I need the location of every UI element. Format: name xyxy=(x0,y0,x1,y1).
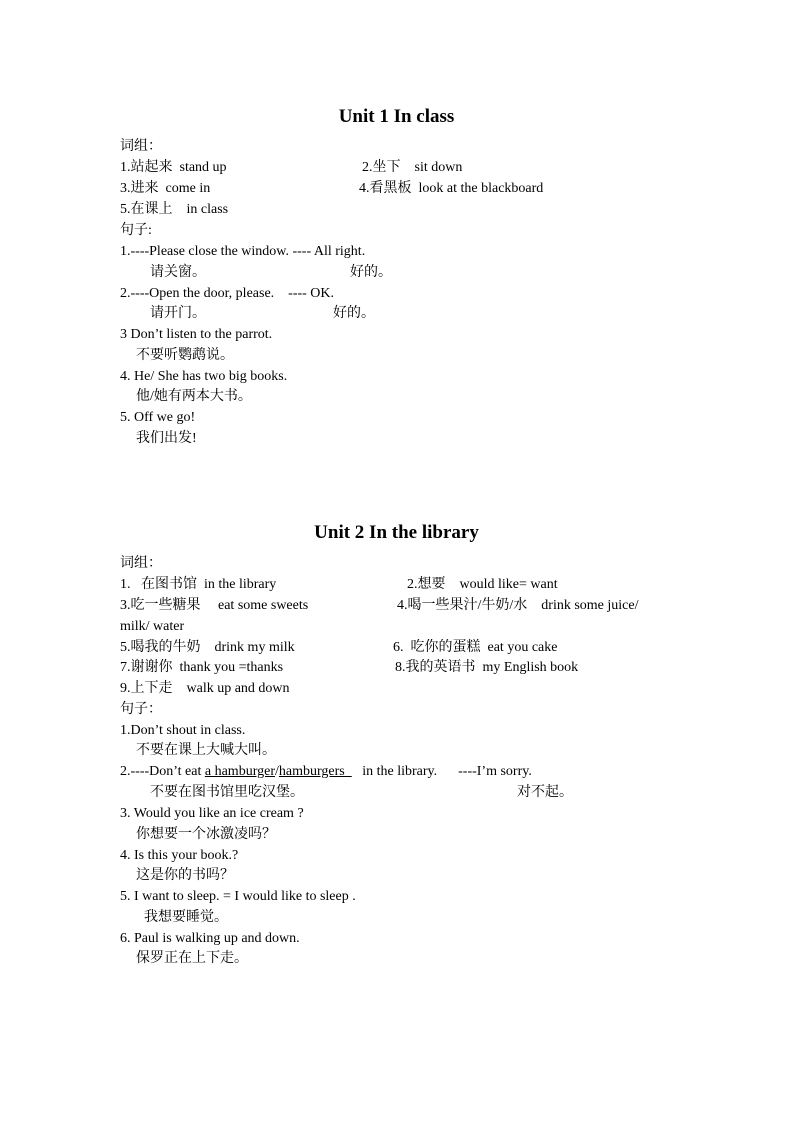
unit1-sentence-1-en: 1.----Please close the window. ---- All right. xyxy=(120,244,366,259)
unit1-phrases-heading: 词组： xyxy=(120,139,162,154)
unit1-sentence-5-zh: 我们出发! xyxy=(136,431,197,446)
unit2-sentence-1-en: 1.Don’t shout in class. xyxy=(120,723,246,738)
unit2-sentence-6-en: 6. Paul is walking up and down. xyxy=(120,931,300,946)
unit1-phrase-3: 3.进来 come in xyxy=(120,181,211,196)
unit2-phrases-heading: 词组： xyxy=(120,556,162,571)
unit2-sentences-heading: 句子： xyxy=(120,702,162,717)
unit1-sentence-3-en: 3 Don’t listen to the parrot. xyxy=(120,327,273,342)
unit1-title: Unit 1 In class xyxy=(338,106,455,127)
unit2-sentence-2-zh-a: 不要在图书馆里吃汉堡。 xyxy=(150,785,304,800)
unit2-sentence-4-en: 4. Is this your book.? xyxy=(120,848,239,863)
unit2-phrase-8: 8.我的英语书 my English book xyxy=(395,660,579,675)
unit1-sentence-1-zh-b: 好的。 xyxy=(350,265,392,280)
unit2-phrase-4: 4.喝一些果汁/牛奶/水 drink some juice/ xyxy=(397,598,639,613)
unit2-sentence-2-pre: 2.----Don’t eat xyxy=(120,764,205,779)
unit1-sentence-4-en: 4. He/ She has two big books. xyxy=(120,369,288,384)
unit2-sentence-2-underline-1: a hamburger xyxy=(204,764,275,779)
unit1-sentence-5-en: 5. Off we go! xyxy=(120,410,196,425)
unit2-phrase-9: 9.上下走 walk up and down xyxy=(120,681,290,696)
unit1-phrase-1: 1.站起来 stand up xyxy=(120,160,227,175)
unit1-sentence-1-zh-a: 请关窗。 xyxy=(150,265,206,280)
unit2-sentence-6-zh: 保罗正在上下走。 xyxy=(136,951,248,966)
unit1-sentence-4-zh: 他/她有两本大书。 xyxy=(136,389,252,404)
unit1-phrase-2: 2.坐下 sit down xyxy=(362,160,463,175)
unit2-phrase-3: 3.吃一些糖果 eat some sweets xyxy=(120,598,309,613)
unit1-sentence-2-zh-a: 请开门。 xyxy=(150,306,206,321)
unit2-phrase-4-continued: milk/ water xyxy=(120,619,185,634)
unit2-sentence-2-slash: / xyxy=(274,764,279,779)
unit2-phrase-5: 5.喝我的牛奶 drink my milk xyxy=(120,640,295,655)
unit2-sentence-3-zh: 你想要一个冰激凌吗？ xyxy=(136,827,276,842)
unit2-sentence-2-zh-b: 对不起。 xyxy=(517,785,573,800)
unit2-phrase-7: 7.谢谢你 thank you =thanks xyxy=(120,660,284,675)
unit2-title: Unit 2 In the library xyxy=(314,522,479,543)
unit2-sentence-5-zh: 我想要睡觉。 xyxy=(144,910,228,925)
unit2-phrase-6: 6. 吃你的蛋糕 eat you cake xyxy=(393,640,558,655)
unit2-sentence-5-en: 5. I want to sleep. = I would like to sleep . xyxy=(120,889,356,904)
unit2-sentence-1-zh: 不要在课上大喊大叫。 xyxy=(136,743,276,758)
unit2-sentence-4-zh: 这是你的书吗？ xyxy=(136,868,234,883)
unit2-phrase-1: 1. 在图书馆 in the library xyxy=(120,577,277,592)
unit1-phrase-5: 5.在课上 in class xyxy=(120,202,229,217)
unit2-sentence-2-underline-2: hamburgers xyxy=(278,764,352,779)
unit1-sentence-3-zh: 不要听鹦鹉说。 xyxy=(136,348,234,363)
unit2-sentence-2-en xyxy=(120,762,532,782)
unit1-sentence-2-en: 2.----Open the door, please. ---- OK. xyxy=(120,286,335,301)
unit1-sentences-heading: 句子: xyxy=(120,223,152,238)
unit2-sentence-2-post: in the library. ----I’m sorry. xyxy=(351,764,532,779)
unit1-phrase-4: 4.看黑板 look at the blackboard xyxy=(359,181,544,196)
unit2-phrase-2: 2.想要 would like= want xyxy=(407,577,558,592)
unit2-sentence-3-en: 3. Would you like an ice cream ? xyxy=(120,806,304,821)
unit1-sentence-2-zh-b: 好的。 xyxy=(333,306,375,321)
